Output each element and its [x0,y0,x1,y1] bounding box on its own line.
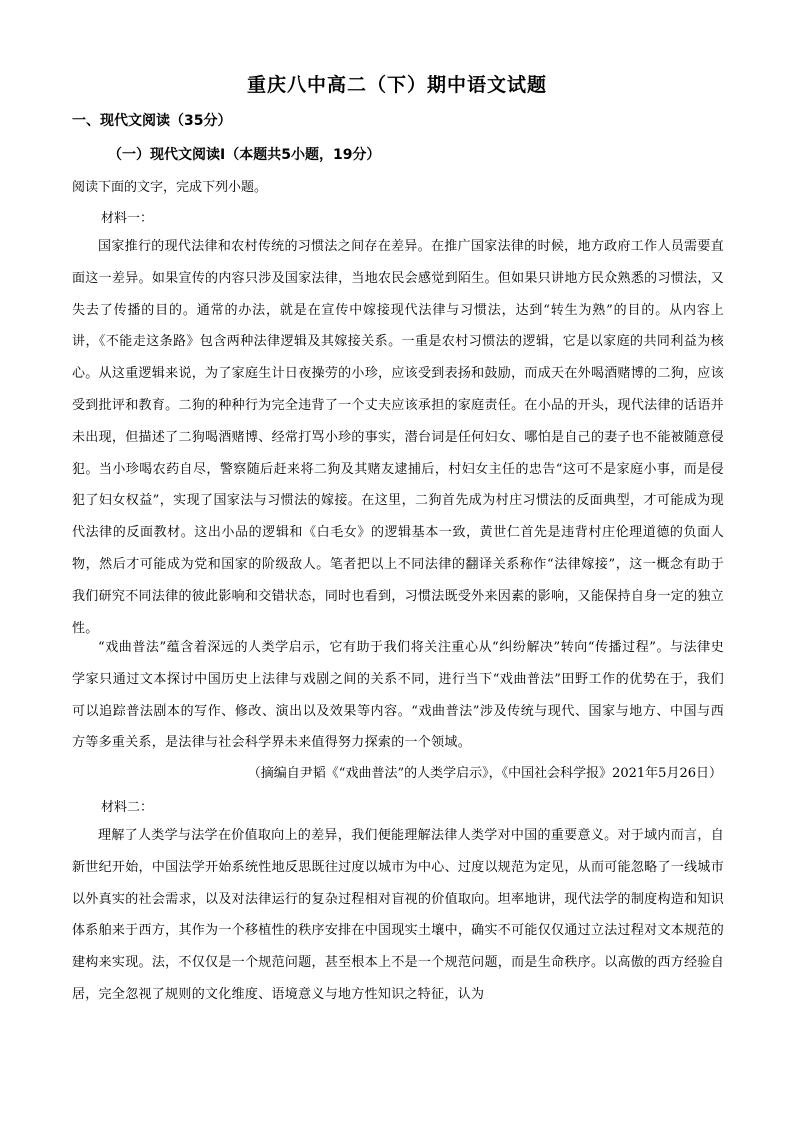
section-heading: 一、现代文阅读（35分） [72,113,232,129]
material-1-source: （摘编自尹韬《“戏曲普法”的人类学启示》，《中国社会科学报》2021年5月26日） [247,766,722,781]
material-1-label: 材料一： [101,211,154,226]
material-1-paragraph-1: 国家推行的现代法律和农村传统的习惯法之间存在差异。在推广国家法律的时候，地方政府工作人员需要直面这一差异。如果宣传的内容只涉及国家法律，当地农民会感觉到陌生。但如果只讲地方民众熟悉的习惯法，又失去了传播的目的。通常的办法，就是在宣传中嫁接现代法律与习惯法，达到“转生为熟”的目的。从内容上讲，《不能走这条路》包含两种法律逻辑及其嫁接关系。一重是农村习惯法的逻辑，它是以家庭的共同利益为核心。从这重逻辑来说，为了家庭生计日夜操劳的小珍，应该受到表扬和鼓励，而成天在外喝酒赌博的二狗，应该受到批评和教育。二狗的种种行为完全违背了一个丈夫应该承担的家庭责任。在小品的开头，现代法律的话语并未出现，但描述了二狗喝酒赌博、经常打骂小珍的事实，潜台词是任何妇女、哪怕是自己的妻子也不能被随意侵犯。当小珍喝农药自尽，警察随后赶来将二狗及其赌友逮捕后，村妇女主任的忠告“这可不是家庭小事，而是侵犯了妇女权益”，实现了国家法与习惯法的嫁接。在这里，二狗首先成为村庄习惯法的反面典型，才可能成为现代法律的反面教材。这出小品的逻辑和《白毛女》的逻辑基本一致，黄世仁首先是违背村庄伦理道德的负面人物，然后才可能成为党和国家的阶级敌人。笔者把以上不同法律的翻译关系称作“法律嫁接”，这一概念有助于我们研究不同法律的彼此影响和交错状态，同时也看到，习惯法既受外来因素的影响，又能保持自身一定的独立性。 [72,239,724,636]
material-2-paragraph-1: 理解了人类学与法学在价值取向上的差异，我们便能理解法律人类学对中国的重要意义。对于域内而言，自新世纪开始，中国法学开始系统性地反思既往过度以城市为中心、过度以规范为定见，从而可能忽略了一线城市以外真实的社会需求，以及对法律运行的复杂过程相对盲视的价值取向。坦率地讲，现代法学的制度构造和知识体系舶来于西方，其作为一个移植性的秩序安排在中国现实土壤中，确实不可能仅仅通过立法过程对文本规范的建构来实现。法，不仅仅是一个规范问题，甚至根本上不是一个规范问题，而是生命秩序。以高傲的西方经验自居，完全忽视了规则的文化维度、语境意义与地方性知识之特征，认为 [72,828,724,1002]
material-1-paragraph-2: “戏曲普法”蕴含着深远的人类学启示，它有助于我们将关注重心从“纠纷解决”转向“传播过程”。与法律史学家只通过文本探讨中国历史上法律与戏剧之间的关系不同，进行当下“戏曲普法”田野工作的优势在于，我们可以追踪普法剧本的写作、修改、演出以及效果等内容。“戏曲普法”涉及传统与现代、国家与地方、中国与西方等多重关系，是法律与社会科学界未来值得努力探索的一个领域。 [72,640,724,751]
subsection-heading: （一）现代文阅读Ⅰ（本题共5小题，19分） [108,147,381,163]
material-2-label: 材料二： [101,800,154,815]
reading-instruction: 阅读下面的文字，完成下列小题。 [72,180,268,195]
page-title: 重庆八中高二（下）期中语文试题 [246,74,547,96]
